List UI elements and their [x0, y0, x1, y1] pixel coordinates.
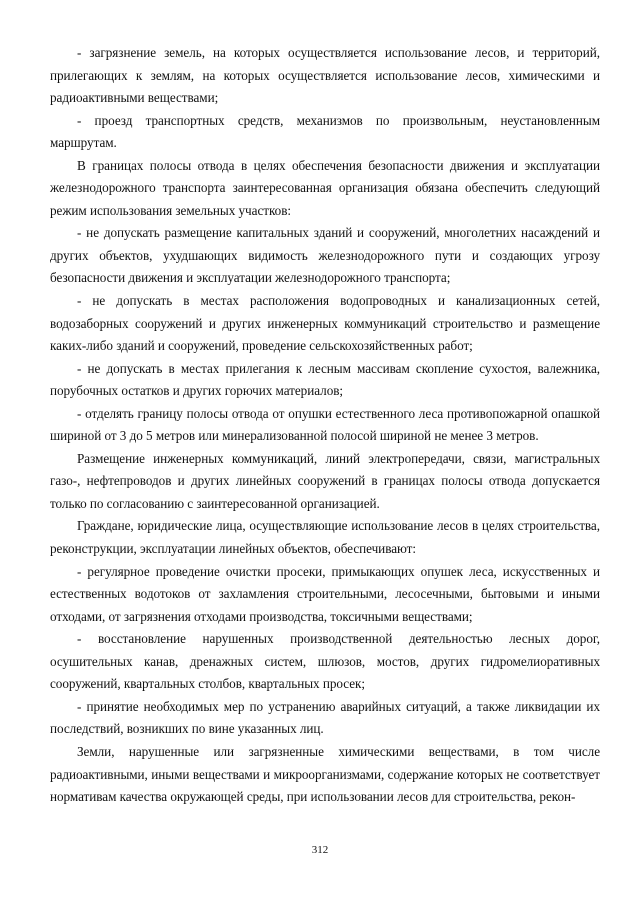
paragraph: - загрязнение земель, на которых осуществляется использование лесов, и территорий, прилегающих к землям, на которых осуществляется использование лесов, химическими и радиоактивными веществами; — [50, 45, 600, 106]
page-number: 312 — [311, 844, 329, 856]
paragraph: Размещение инженерных коммуникаций, линий электропередачи, связи, магистральных газо-, нефтепроводов и других линейных сооружений в границах полосы отвода допускается только по согласованию с заинтересованной организацией. — [50, 450, 600, 511]
paragraph: - регулярное проведение очистки просеки, примыкающих опушек леса, искусственных и естественных водотоков от захламления строительными, лесосечными, бытовыми и иными отходами, от загрязнения отходами производства, токсичными веществами; — [50, 563, 600, 624]
paragraph: - восстановление нарушенных производственной деятельностью лесных дорог, осушительных канав, дренажных систем, шлюзов, мостов, других гидромелиоративных сооружений, квартальных столбов, квартальных просек; — [50, 631, 600, 692]
paragraph: - отделять границу полосы отвода от опушки естественного леса противопожарной опашкой шириной от 3 до 5 метров или минерализованной полосой шириной не менее 3 метров. — [50, 405, 600, 444]
paragraph: - принятие необходимых мер по устранению аварийных ситуаций, а также ликвидации их последствий, возникших по вине указанных лиц. — [50, 698, 600, 737]
paragraph: Земли, нарушенные или загрязненные химическими веществами, в том числе радиоактивными, иными веществами и микроорганизмами, содержание которых не соответствует нормативам качества окружающей среды, при использовании лесов для строительства, рекон- — [50, 743, 600, 805]
paragraph: - не допускать в местах расположения водопроводных и канализационных сетей, водозаборных сооружений и других инженерных коммуникаций строительство и размещение каких-либо зданий и сооружений, проведение сельскохозяйственных работ; — [50, 293, 600, 354]
paragraph: - проезд транспортных средств, механизмов по произвольным, неустановленным маршрутам. — [50, 112, 600, 151]
document-body — [50, 42, 600, 809]
paragraph: - не допускать в местах прилегания к лесным массивам скопление сухостоя, валежника, порубочных остатков и других горючих материалов; — [50, 360, 600, 399]
paragraph: - не допускать размещение капитальных зданий и сооружений, многолетних насаждений и других объектов, ухудшающих видимость железнодорожного пути и создающих угрозу безопасности движения и эксплуатации железнодорожного транспорта; — [50, 225, 600, 286]
paragraph: В границах полосы отвода в целях обеспечения безопасности движения и эксплуатации железнодорожного транспорта заинтересованная организация обязана обеспечить следующий режим использования земельных участков: — [50, 157, 600, 218]
paragraph: Граждане, юридические лица, осуществляющие использование лесов в целях строительства, реконструкции, эксплуатации линейных объектов, обеспечивают: — [50, 518, 600, 557]
